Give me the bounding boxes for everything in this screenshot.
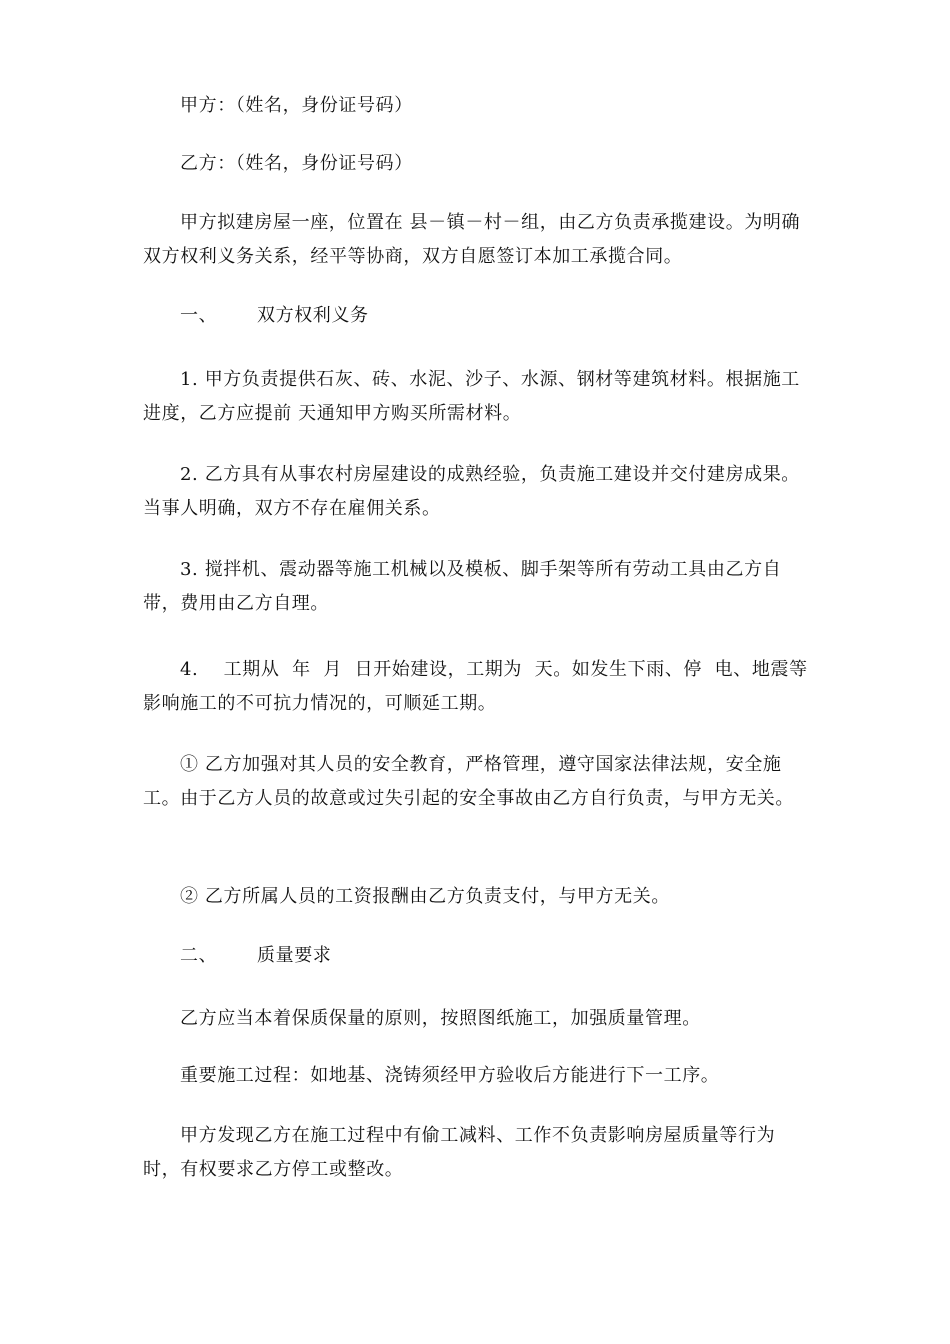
section-number: 一、: [180, 305, 218, 326]
section-heading-2: [180, 939, 331, 973]
clause-item-1: 1. 甲方负责提供石灰、砖、水泥、沙子、水源、钢材等建筑材料。根据施工进度，乙方应提前 天通知甲方购买所需材料。: [143, 369, 800, 424]
party-b-line: 乙方：（姓名，身份证号码）: [180, 153, 413, 174]
section-title: 质量要求: [257, 945, 332, 966]
clause-item-3: 3. 搅拌机、震动器等施工机械以及模板、脚手架等所有劳动工具由乙方自带，费用由乙方自理。: [143, 559, 782, 614]
section-heading-1: [180, 299, 369, 333]
quality-paragraph-1: 乙方应当本着保质保量的原则，按照图纸施工，加强质量管理。: [180, 1008, 701, 1029]
clause-subitem-1: ① 乙方加强对其人员的安全教育，严格管理，遵守国家法律法规，安全施工。由于乙方人员的故意或过失引起的安全事故由乙方自行负责，与甲方无关。: [143, 754, 794, 809]
section-title: 双方权利义务: [257, 305, 369, 326]
clause-item-2: 2. 乙方具有从事农村房屋建设的成熟经验，负责施工建设并交付建房成果。当事人明确，双方不存在雇佣关系。: [143, 464, 800, 519]
clause-item-4: 4. 工期从 年 月 日开始建设，工期为 天。如发生下雨、停 电、地震等影响施工的不可抗力情况的，可顺延工期。: [143, 659, 808, 714]
section-number: 二、: [180, 945, 218, 966]
party-a-line: 甲方：（姓名，身份证号码）: [180, 95, 413, 116]
intro-paragraph: 甲方拟建房屋一座，位置在 县－镇－村－组，由乙方负责承揽建设。为明确双方权利义务关系，经平等协商，双方自愿签订本加工承揽合同。: [143, 212, 801, 267]
quality-paragraph-2: 重要施工过程：如地基、浇铸须经甲方验收后方能进行下一工序。: [180, 1065, 720, 1086]
clause-subitem-2: ② 乙方所属人员的工资报酬由乙方负责支付，与甲方无关。: [180, 886, 670, 907]
quality-paragraph-3: 甲方发现乙方在施工过程中有偷工减料、工作不负责影响房屋质量等行为时，有权要求乙方停工或整改。: [143, 1125, 776, 1180]
